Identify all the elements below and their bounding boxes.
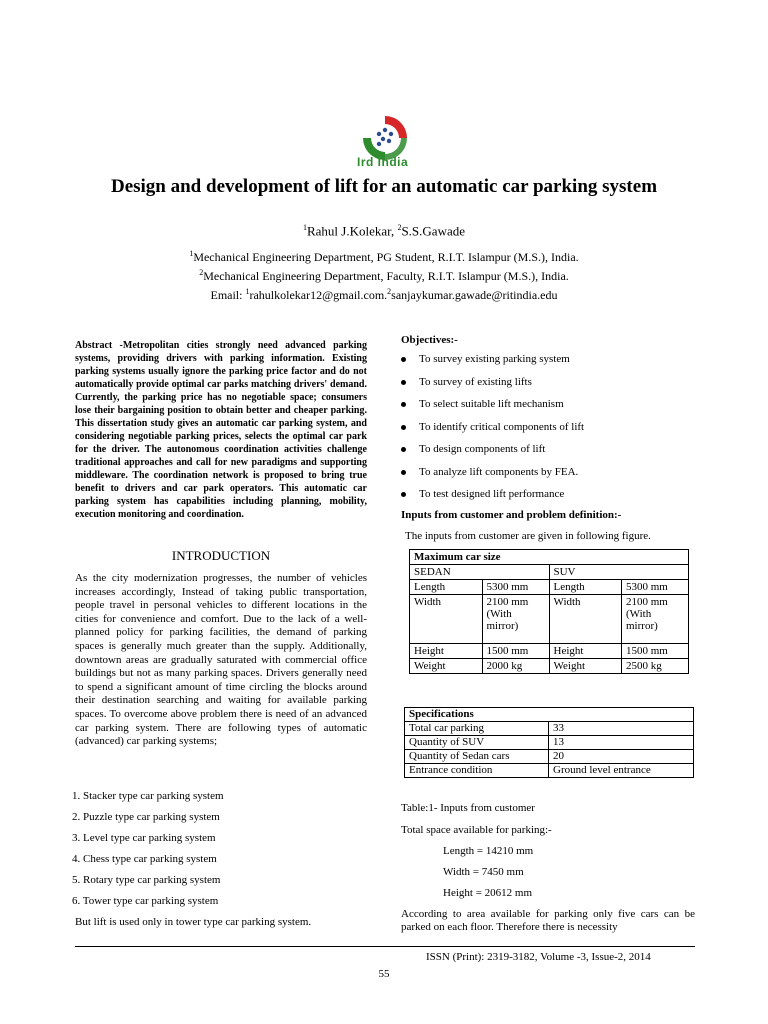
table-row [405, 764, 694, 778]
list-item [401, 376, 701, 399]
list-item [401, 443, 701, 466]
objective-text: To identify critical components of lift [419, 420, 585, 433]
introduction-text: As the city modernization progresses, the number of vehicles increases accordingly, Instead of taking public transportation, people travel in personal vehicles to different locations in the cities for convenience and comfort. Due to the lack of a well-planned policy for parking facilities, the demand of parking spaces is generally much greater than the supply. Additionally, downtown areas are gradually saturated with commercial office buildings but not as many parking spaces. Drivers generally need to spend a significant amount of time circling the blocks around their destination searching and waiting for available parking spaces. To overcome above problem there is need of an advanced car parking system. There are following types of automatic (advanced) car parking systems; [75, 572, 367, 748]
table-cell: Width [549, 595, 622, 644]
table-cell: Quantity of Sedan cars [405, 750, 549, 764]
page-number: 55 [378, 968, 390, 980]
list-item: 1. Stacker type car parking system [72, 790, 224, 802]
table-row [410, 595, 689, 644]
author-2: S.S.Gawade [401, 223, 465, 239]
table-cell: Quantity of SUV [405, 736, 549, 750]
list-item [401, 421, 701, 444]
table-cell: Entrance condition [405, 764, 549, 778]
abstract: Abstract -Metropolitan cities strongly need advanced parking systems, providing drivers with parking information. Existing parking systems usually ignore the parking price factor and do not automatically provide optimal car parks matching drivers' demand. Currently, the parking price has no negotiable space; consumers lose their bargaining position to obtain better and cheaper parking. This dissertation study gives an automatic car parking system, and considering negotiable parking prices, selects the optimal car park for the driver. The autonomous coordination activities challenge traditional approaches and call for new paradigms and supporting middleware. The coordination network is proposed to bring true benefit to drivers and car park operators. This automatic car parking system has capabilities including planning, mobility, execution monitoring and coordination. [75, 340, 367, 520]
table-cell: 2100 mm (With mirror) [482, 595, 549, 644]
email-line [0, 284, 768, 303]
list-item: 3. Level type car parking system [72, 832, 216, 844]
table-cell: 13 [549, 736, 694, 750]
table-row [410, 565, 689, 580]
table-cell: 20 [549, 750, 694, 764]
parking-types-list [72, 788, 372, 914]
table-cell: 1500 mm [482, 644, 549, 659]
affiliations [0, 246, 768, 303]
table-cell: SEDAN [410, 565, 550, 580]
dimension-height: Height = 20612 mm [443, 887, 533, 899]
email-1-sup: 1 [245, 287, 250, 296]
lift-note: But lift is used only in tower type car parking system. [75, 916, 312, 928]
car-size-table [409, 549, 689, 674]
table-row [410, 644, 689, 659]
author-1: Rahul J.Kolekar, [306, 223, 398, 239]
table-cell: Length [549, 580, 622, 595]
objective-text: To survey of existing lifts [419, 375, 532, 388]
authors [0, 223, 768, 239]
list-item [401, 466, 701, 489]
bullet-icon [401, 425, 406, 430]
affiliation-1-sup: 1 [189, 249, 194, 258]
email-prefix: Email: [210, 288, 246, 302]
inputs-subtext: The inputs from customer are given in following figure. [405, 530, 651, 542]
table-caption: Table:1- Inputs from customer [401, 802, 535, 814]
email-2-sup: 2 [387, 287, 392, 296]
table-cell: Length [410, 580, 483, 595]
paper-title: Design and development of lift for an automatic car parking system [110, 176, 658, 197]
table-row [410, 550, 689, 565]
table-cell: Weight [410, 659, 483, 674]
table-cell: 5300 mm [482, 580, 549, 595]
space-heading: Total space available for parking:- [401, 824, 552, 836]
affiliation-2 [0, 265, 768, 284]
objective-text: To survey existing parking system [419, 353, 570, 365]
table-header: Maximum car size [410, 550, 689, 565]
footer-rule [75, 946, 695, 947]
table-cell: Weight [549, 659, 622, 674]
list-item [401, 353, 701, 376]
table-cell: 33 [549, 722, 694, 736]
email-2: sanjaykumar.gawade@ritindia.edu [391, 288, 558, 302]
bullet-icon [401, 492, 406, 497]
table-cell: Width [410, 595, 483, 644]
list-item [401, 488, 701, 511]
table-cell: Total car parking [405, 722, 549, 736]
objective-text: To select suitable lift mechanism [419, 398, 564, 410]
table-row [405, 736, 694, 750]
affiliation-1 [0, 246, 768, 265]
table-cell: 1500 mm [622, 644, 689, 659]
affiliation-2-sup: 2 [199, 268, 204, 277]
dimension-width: Width = 7450 mm [443, 866, 524, 878]
table-cell: 2000 kg [482, 659, 549, 674]
table-cell: 2100 mm (With mirror) [622, 595, 689, 644]
table-cell: SUV [549, 565, 689, 580]
logo-text: Ird India [357, 155, 409, 169]
inputs-heading: Inputs from customer and problem definition:- [401, 509, 622, 521]
list-item: 5. Rotary type car parking system [72, 874, 221, 886]
table-row [405, 708, 694, 722]
table-cell: 2500 kg [622, 659, 689, 674]
table-row [405, 750, 694, 764]
list-item [401, 398, 701, 421]
table-row [410, 659, 689, 674]
issn-text: ISSN (Print): 2319-3182, Volume -3, Issue-2, 2014 [426, 951, 651, 963]
table-cell: Height [410, 644, 483, 659]
list-item: 4. Chess type car parking system [72, 853, 217, 865]
table-cell: Ground level entrance [549, 764, 694, 778]
author-2-sup: 2 [397, 223, 402, 232]
dimension-length: Length = 14210 mm [443, 845, 534, 857]
affiliation-1-text: Mechanical Engineering Department, PG Student, R.I.T. Islampur (M.S.), India. [193, 250, 579, 264]
affiliation-2-text: Mechanical Engineering Department, Faculty, R.I.T. Islampur (M.S.), India. [203, 269, 569, 283]
objective-text: To test designed lift performance [419, 488, 565, 500]
author-1-sup: 1 [302, 223, 307, 232]
conclusion-text: According to area available for parking only five cars can be parked on each floor. Therefore there is necessity [401, 908, 695, 933]
bullet-icon [401, 380, 406, 385]
table-cell: 5300 mm [622, 580, 689, 595]
list-item: 2. Puzzle type car parking system [72, 811, 220, 823]
list-item: 6. Tower type car parking system [72, 895, 219, 907]
table-cell: Height [549, 644, 622, 659]
email-1: rahulkolekar12@gmail.com. [249, 288, 388, 302]
table-row [405, 722, 694, 736]
objectives-list [401, 353, 701, 511]
specifications-table [404, 707, 694, 778]
table-header: Specifications [405, 708, 694, 722]
table-row [410, 580, 689, 595]
bullet-icon [401, 402, 406, 407]
bullet-icon [401, 447, 406, 452]
bullet-icon [401, 357, 406, 362]
introduction-heading: INTRODUCTION [171, 548, 271, 563]
objective-text: To analyze lift components by FEA. [419, 465, 579, 478]
bullet-icon [401, 470, 406, 475]
dimensions-list [443, 845, 533, 908]
objective-text: To design components of lift [419, 443, 546, 455]
objectives-heading: Objectives:- [401, 334, 458, 346]
